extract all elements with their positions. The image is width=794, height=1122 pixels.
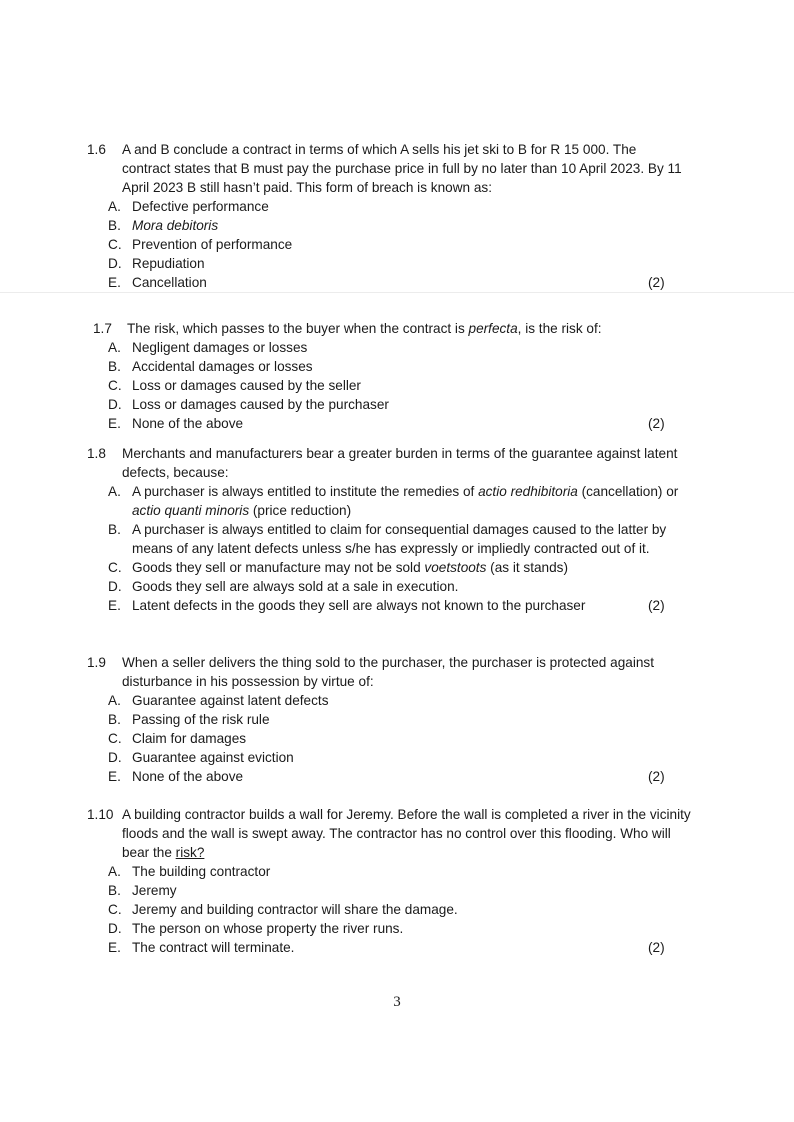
- option-e: E. The contract will terminate. (2): [108, 940, 665, 955]
- option-a: A. Guarantee against latent defects: [108, 693, 329, 708]
- option-a: A. Negligent damages or losses: [108, 340, 308, 355]
- option-b: B. Passing of the risk rule: [108, 712, 270, 727]
- question-1-6: [0, 140, 794, 292]
- option-e: E. Latent defects in the goods they sell are always not known to the purchaser (2): [108, 598, 665, 613]
- options-list: [0, 482, 794, 615]
- option-c: C. Loss or damages caused by the seller: [108, 378, 361, 393]
- option-d: D. Repudiation: [108, 256, 205, 271]
- marks: (2): [648, 598, 665, 613]
- option-b: B. A purchaser is always entitled to claim for consequential damages caused to the latter by means of any latent defects unless s/he has expressly or impliedly contracted out of it.: [108, 522, 667, 556]
- question-number: 1.7: [93, 321, 112, 336]
- question-number: 1.6: [87, 142, 106, 157]
- option-e: E. None of the above (2): [108, 416, 665, 431]
- question-number: 1.9: [87, 655, 106, 670]
- question-text: The risk, which passes to the buyer when the contract is perfecta, is the risk of:: [127, 321, 602, 336]
- option-b: B. Mora debitoris: [108, 218, 219, 233]
- option-d: D. Goods they sell are always sold at a sale in execution.: [108, 579, 459, 594]
- page-number: 3: [393, 994, 401, 1010]
- question-1-10: [0, 805, 794, 957]
- question-number: 1.8: [87, 446, 106, 461]
- option-a: A. The building contractor: [108, 864, 271, 879]
- question-1-9: [0, 653, 794, 786]
- option-e: E. Cancellation (2): [108, 275, 665, 290]
- option-d: D. Loss or damages caused by the purchaser: [108, 397, 389, 412]
- option-c: C. Jeremy and building contractor will share the damage.: [108, 902, 458, 917]
- question-text: A and B conclude a contract in terms of which A sells his jet ski to B for R 15 000. The contract states that B must pay the purchase price in full by no later than 10 April 2023. By 11 April 2023 B still hasn’t paid. This form of breach is known as:: [122, 142, 682, 195]
- option-b: B. Accidental damages or losses: [108, 359, 313, 374]
- question-1-8: [0, 444, 794, 615]
- question-text: A building contractor builds a wall for Jeremy. Before the wall is completed a river in the vicinity floods and the wall is swept away. The contractor has no control over this flooding. Who will bear the risk?: [122, 807, 691, 860]
- marks: (2): [648, 940, 665, 955]
- option-e: E. None of the above (2): [108, 769, 665, 784]
- question-text: Merchants and manufacturers bear a greater burden in terms of the guarantee against latent defects, because:: [122, 446, 678, 480]
- marks: (2): [648, 416, 665, 431]
- option-d: D. The person on whose property the river runs.: [108, 921, 404, 936]
- marks: (2): [648, 275, 665, 290]
- option-c: C. Claim for damages: [108, 731, 247, 746]
- options-list: [0, 197, 794, 292]
- option-b: B. Jeremy: [108, 883, 177, 898]
- options-list: [0, 338, 794, 433]
- option-d: D. Guarantee against eviction: [108, 750, 294, 765]
- options-list: [0, 691, 794, 786]
- question-number: 1.10: [87, 807, 114, 822]
- question-1-7: [0, 319, 794, 433]
- options-list: [0, 862, 794, 957]
- option-a: A. Defective performance: [108, 199, 269, 214]
- question-text: When a seller delivers the thing sold to the purchaser, the purchaser is protected against disturbance in his possession by virtue of:: [122, 655, 654, 689]
- marks: (2): [648, 769, 665, 784]
- option-c: C. Goods they sell or manufacture may not be sold voetstoots (as it stands): [108, 560, 568, 575]
- scan-line: [0, 292, 794, 293]
- option-c: C. Prevention of performance: [108, 237, 293, 252]
- option-a: A. A purchaser is always entitled to institute the remedies of actio redhibitoria (cancellation) or actio quanti minoris (price reduction): [108, 484, 679, 518]
